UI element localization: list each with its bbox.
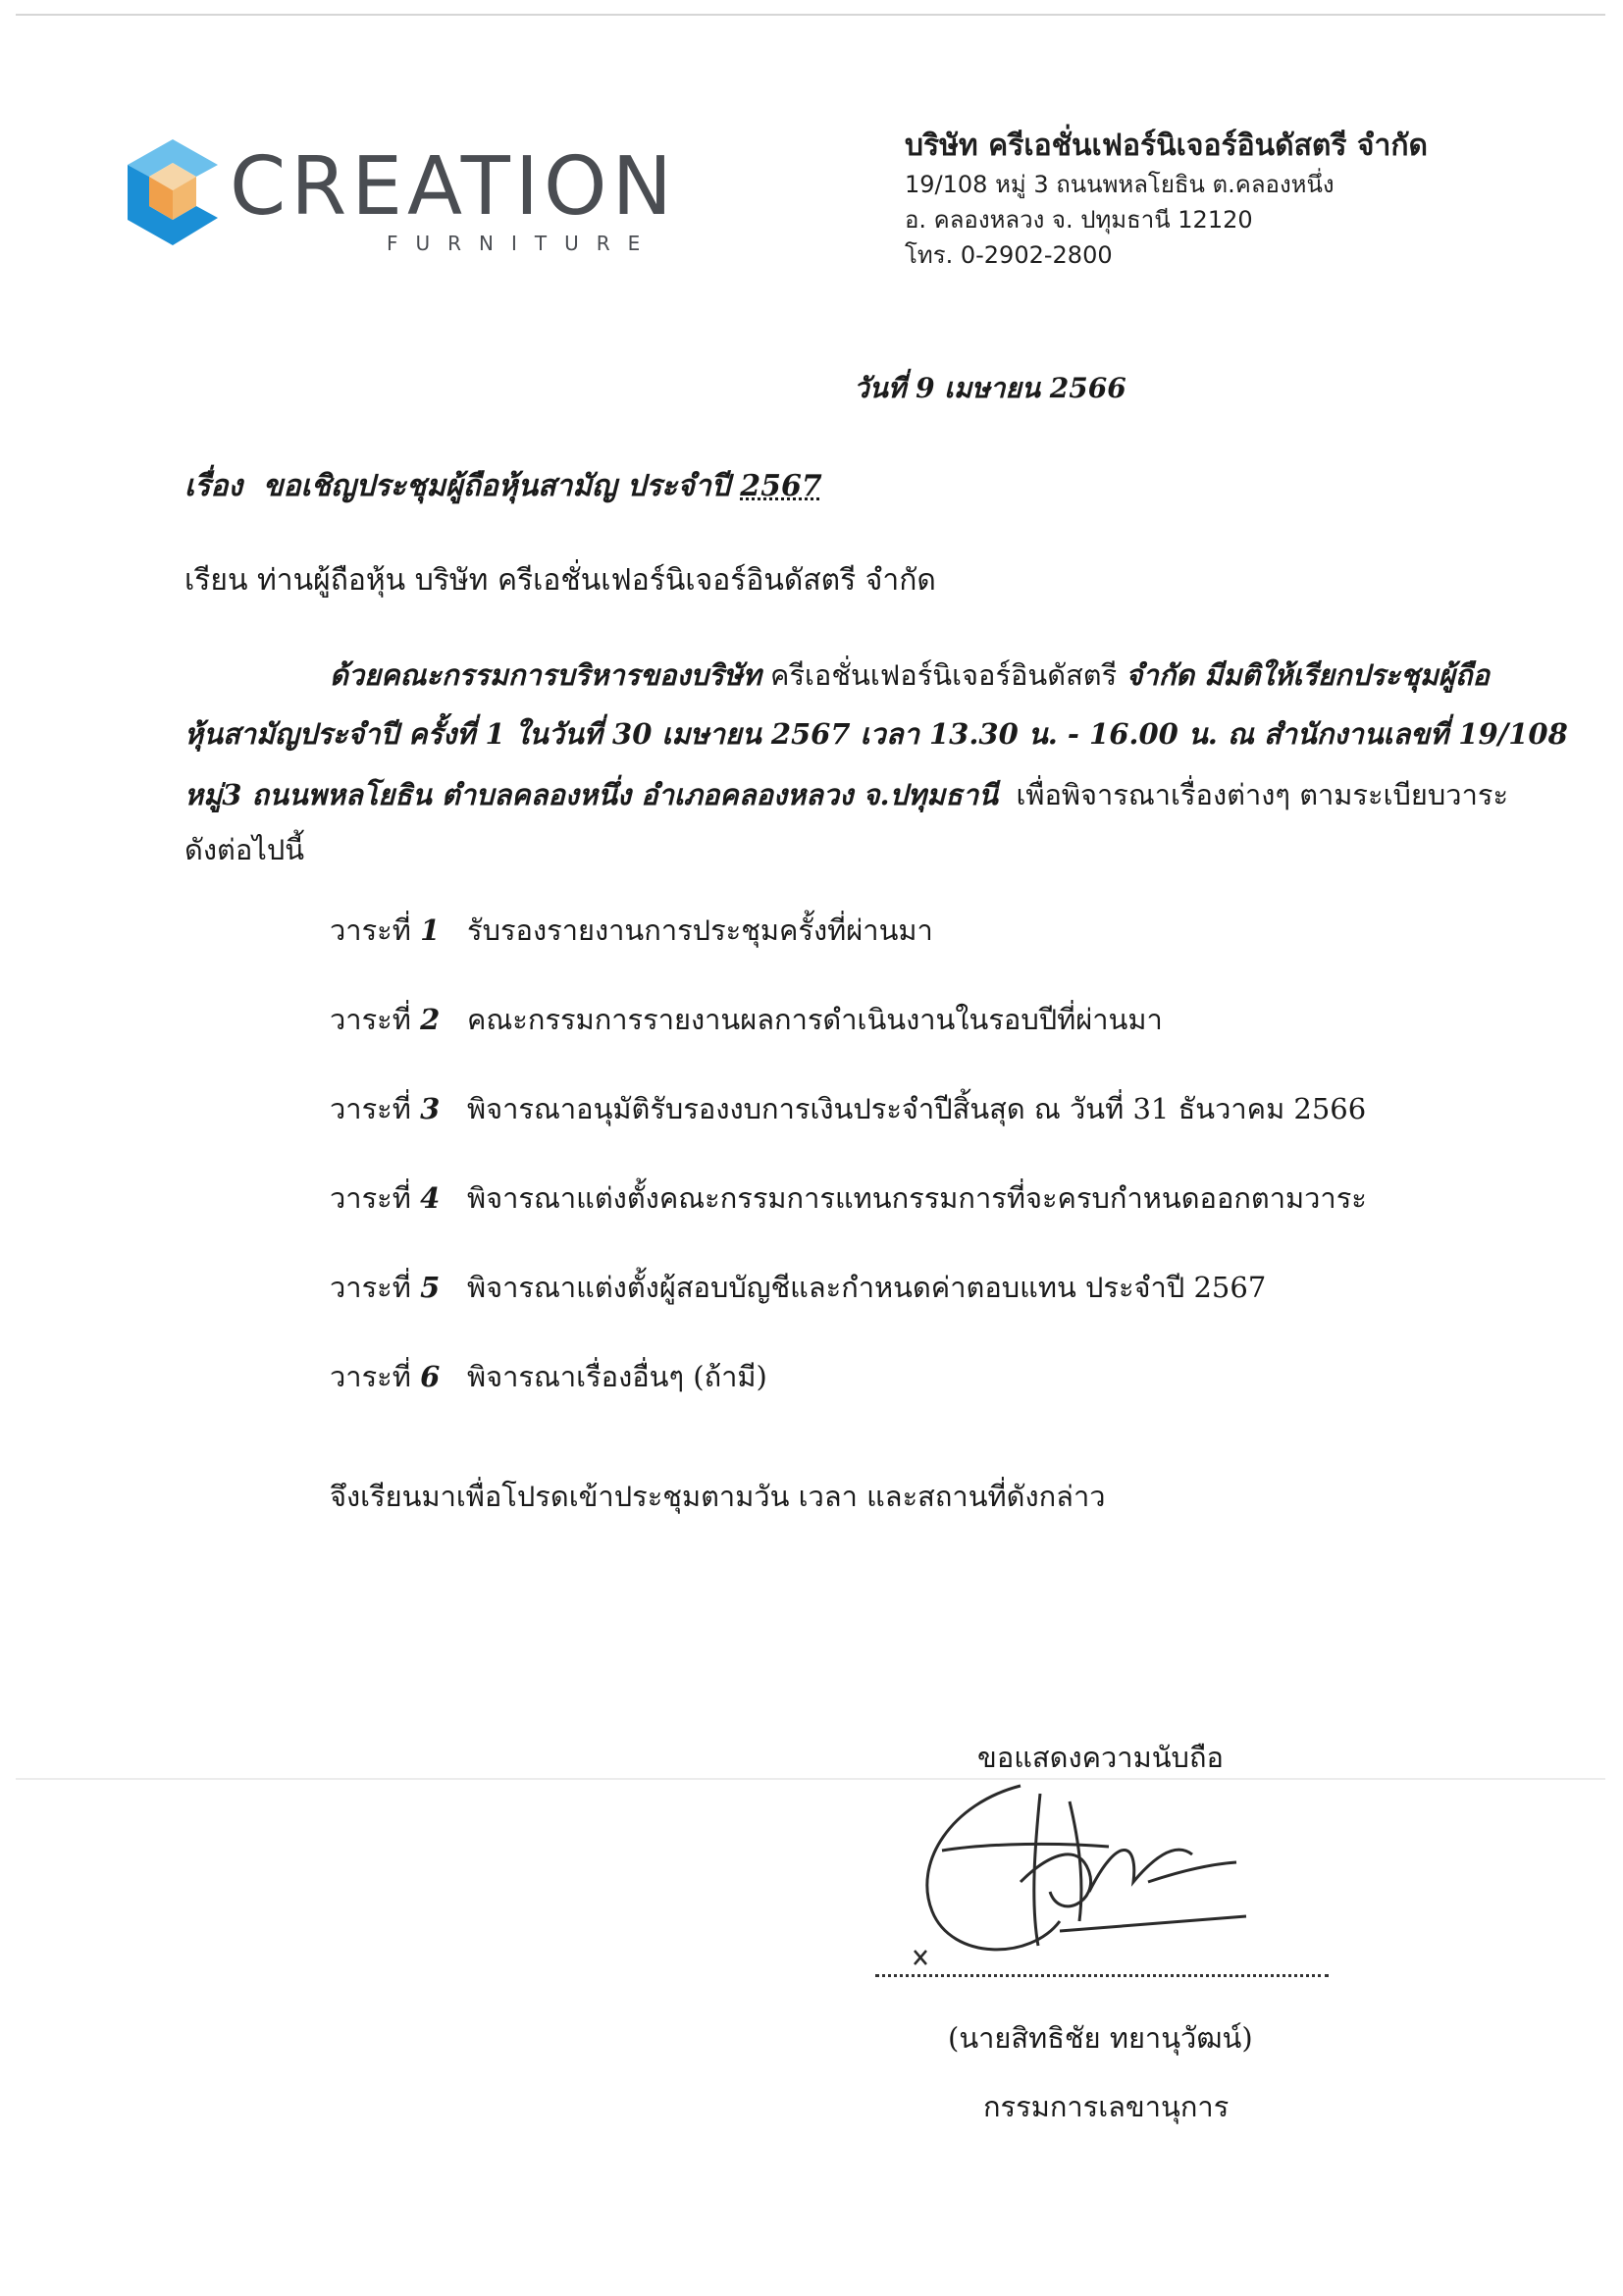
agenda-prefix: วาระที่	[330, 1092, 411, 1125]
handwritten-signature	[913, 1774, 1266, 1970]
agenda-text: พิจารณาเรื่องอื่นๆ (ถ้ามี)	[467, 1360, 767, 1393]
company-info	[905, 126, 1428, 273]
closing-sentence: จึงเรียนมาเพื่อโปรดเข้าประชุมตามวัน เวลา และสถานที่ดังกล่าว	[330, 1480, 1106, 1513]
agenda-prefix: วาระที่	[330, 1271, 411, 1304]
body-paragraph-line2: หุ้นสามัญประจำปี ครั้งที่ 1 ในวันที่ 30 เมษายน 2567 เวลา 13.30 น. - 16.00 น. ณ สำนักงานเลขที่ 19/108	[184, 717, 1568, 751]
agenda-item	[330, 1354, 1409, 1443]
signature-dotted-line	[875, 1974, 1329, 1977]
agenda-text: คณะกรรมการรายงานผลการดำเนินงานในรอบปีที่ผ่านมา	[467, 1003, 1163, 1036]
agenda-prefix: วาระที่	[330, 913, 411, 947]
agenda-number: 3	[420, 1092, 441, 1125]
scan-fold-line	[16, 1778, 1605, 1780]
para-line1-bold: ด้วยคณะกรรมการบริหารของบริษัท	[330, 658, 761, 692]
company-phone: โทร. 0-2902-2800	[905, 241, 1113, 269]
company-address-line1: 19/108 หมู่ 3 ถนนพหลโยธิน ต.คลองหนึ่ง	[905, 171, 1335, 198]
agenda-list	[330, 908, 1409, 1443]
agenda-item	[330, 908, 1409, 997]
agenda-prefix: วาระที่	[330, 1003, 411, 1036]
agenda-number: 4	[420, 1181, 441, 1215]
para-line1-normal: ครีเอชั่นเฟอร์นิเจอร์อินดัสตรี	[770, 658, 1118, 692]
creation-furniture-logo	[124, 135, 677, 263]
agenda-item	[330, 1086, 1409, 1175]
body-paragraph-line1	[330, 655, 1617, 695]
top-divider	[16, 14, 1605, 16]
subject-text: ขอเชิญประชุมผู้ถือหุ้นสามัญ ประจำปี	[262, 469, 730, 503]
subject-label: เรื่อง	[184, 469, 243, 503]
para-line1-bold2: จำกัด มีมติให้เรียกประชุมผู้ถือ	[1126, 658, 1490, 692]
signer-position: กรรมการเลขานุการ	[983, 2090, 1230, 2123]
agenda-item	[330, 1265, 1409, 1354]
agenda-text: รับรองรายงานการประชุมครั้งที่ผ่านมา	[467, 913, 933, 947]
agenda-number: 6	[420, 1360, 441, 1393]
closing-regards: ขอแสดงความนับถือ	[977, 1741, 1224, 1774]
agenda-number: 1	[420, 913, 441, 947]
signer-name: (นายสิทธิชัย ทยานุวัฒน์)	[948, 2021, 1253, 2055]
letter-subject	[184, 463, 822, 509]
agenda-number: 5	[420, 1271, 441, 1304]
logo-wordmark: CREATION	[230, 140, 677, 234]
company-address-line2: อ. คลองหลวง จ. ปทุมธานี 12120	[905, 206, 1253, 234]
agenda-item	[330, 997, 1409, 1086]
agenda-text: พิจารณาอนุมัติรับรองงบการเงินประจำปีสิ้นสุด ณ วันที่ 31 ธันวาคม 2566	[467, 1092, 1367, 1125]
body-paragraph-line4: ดังต่อไปนี้	[184, 833, 305, 866]
company-name: บริษัท ครีเอชั่นเฟอร์นิเจอร์อินดัสตรี จำกัด	[905, 129, 1428, 163]
letter-date: วันที่ 9 เมษายน 2566	[854, 372, 1126, 404]
logo-subtitle: FURNITURE	[387, 232, 658, 255]
agenda-number: 2	[420, 1003, 441, 1036]
agenda-prefix: วาระที่	[330, 1181, 411, 1215]
body-paragraph-line3	[184, 775, 1509, 814]
agenda-text: พิจารณาแต่งตั้งผู้สอบบัญชีและกำหนดค่าตอบแทน ประจำปี 2567	[467, 1271, 1267, 1304]
agenda-text: พิจารณาแต่งตั้งคณะกรรมการแทนกรรมการที่จะครบกำหนดออกตามวาระ	[467, 1181, 1367, 1215]
cube-logo-icon	[124, 137, 222, 247]
agenda-prefix: วาระที่	[330, 1360, 411, 1393]
agenda-item	[330, 1175, 1409, 1265]
salutation: เรียน ท่านผู้ถือหุ้น บริษัท ครีเอชั่นเฟอร์นิเจอร์อินดัสตรี จำกัด	[184, 563, 936, 598]
para-line3-bold: หมู่3 ถนนพหลโยธิน ตำบลคลองหนึ่ง อำเภอคลองหลวง จ.ปทุมธานี	[184, 778, 999, 811]
subject-year: 2567	[740, 469, 822, 503]
para-line3-normal: เพื่อพิจารณาเรื่องต่างๆ ตามระเบียบวาระ	[1016, 778, 1509, 811]
